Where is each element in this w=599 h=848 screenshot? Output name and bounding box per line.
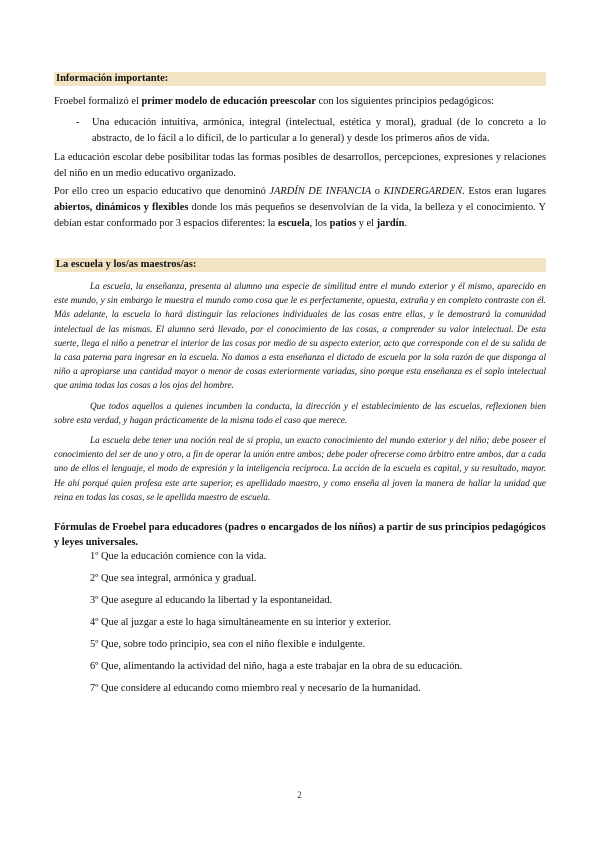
formula-item: 5º Que, sobre todo principio, sea con el niño flexible e indulgente. <box>90 639 366 650</box>
section-heading-escuela: La escuela y los/as maestros/as: <box>54 258 546 272</box>
intro-paragraph: Froebel formalizó el primer modelo de educación preescolar con los siguientes principios pedagógicos: <box>54 96 494 107</box>
formula-item: 7º Que considere al educando como miembro real y necesario de la humanidad. <box>90 683 421 694</box>
paragraph-jardin-infancia: Por ello creo un espacio educativo que denominó JARDÍN DE INFANCIA o KINDERGARDEN. Estos eran lugares abiertos, dinámicos y flexibles donde los más pequeños se desenvolvían de la vida, la belleza y el conocimiento. Y debían estar conformado por 3 espacios diferentes: la escuela, los patios y el jardín. <box>54 186 547 230</box>
formulas-title: Fórmulas de Froebel para educadores (padres o encargados de los niños) a partir de sus principios pedagógicos y leyes universales. <box>54 522 546 548</box>
formula-item: 2º Que sea integral, armónica y gradual. <box>90 573 257 584</box>
bullet-dash: - <box>76 117 80 128</box>
quote-escuela-2: Que todos aquellos a quienes incumben la conducta, la dirección y el establecimiento de las escuelas, reflexionen bien sobre esta verdad, y hagan prácticamente de la misma todo el caso que merece. <box>54 401 546 426</box>
formula-item: 4º Que al juzgar a este lo haga simultáneamente en su interior y exterior. <box>90 617 391 628</box>
quote-escuela-3: La escuela debe tener una noción real de sí propia, un exacto conocimiento del mundo exterior y del niño; debe poseer el conocimiento del ser de uno y otro, a fin de operar la unión entre ambos; debe poder ofrecerse como árbitro entre ambos, dar a cada uno de ellos el lenguaje, el modo de expresión y la inteligencia recíproca. La acción de la escuela es capital, y su resultado, mayor. He ahí porqué quien profesa este arte superior, es apellidado maestro, y como enseña al joven la manera de hallar la unidad que reina en todas las cosas, se le apellida maestro de escuela. <box>54 435 546 502</box>
bullet-principles: Una educación intuitiva, armónica, integral (intelectual, estética y moral), gradual (de lo concreto a lo abstracto, de lo fácil a lo difícil, de lo particular a lo general) y desde los primeros años de vida. <box>92 117 546 145</box>
formula-item: 1º Que la educación comience con la vida. <box>90 551 267 562</box>
formula-item: 6º Que, alimentando la actividad del niño, haga a este trabajar en la obra de su educación. <box>90 661 463 672</box>
page-number: 2 <box>297 790 302 800</box>
formula-item: 3º Que asegure al educando la libertad y la espontaneidad. <box>90 595 333 606</box>
quote-escuela-1: La escuela, la enseñanza, presenta al alumno una especie de similitud entre el mundo exterior y él mismo, aparecido en este mundo, y sin embargo le muestra el mundo como cosa que le es perfectamente, opuesta, extraña y en completo contraste con él. Más adelante, la escuela lo hará distinguir las relaciones individuales de las cosas entre ellas, y le demostrará la comunidad intelectual de las mismas. El alumno será llevado, por el conocimiento de las cosas, a comprender su valor intelectual. De esta suerte, llega el niño a penetrar el interior de las cosas por medio de su aspecto exterior, acto que corresponde con el de su salida de la casa paterna para ingresar en la escuela. No damos a esta enseñanza el dictado de escuela por la sola razón de que disponga al niño a apropiarse una cantidad mayor o menor de cosas exteriormente variadas, sino porque esta enseñanza es el soplo intelectual que anima todas las cosas a los ojos del hombre. <box>54 281 546 391</box>
section-heading-informacion: Información importante: <box>54 72 546 86</box>
paragraph-educacion-escolar: La educación escolar debe posibilitar todas las formas posibles de desarrollos, percepciones, expresiones y relaciones del niño en un medio educativo organizado. <box>54 152 546 180</box>
